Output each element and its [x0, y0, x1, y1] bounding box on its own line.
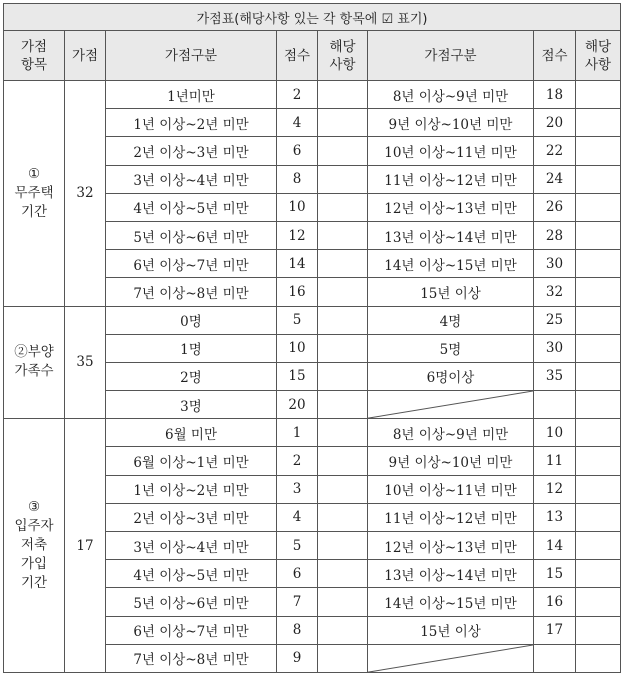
category-left: 4년 이상~5년 미만 — [106, 560, 277, 588]
category-left: 2년 이상~3년 미만 — [106, 503, 277, 531]
category-left: 6년 이상~7년 미만 — [106, 616, 277, 644]
category-left: 6월 미만 — [106, 419, 277, 447]
score-right: 35 — [534, 362, 576, 390]
section-label-line: ③ — [27, 499, 41, 516]
diagonal-line — [368, 391, 533, 418]
score-left: 8 — [277, 616, 318, 644]
section-label — [4, 419, 65, 673]
applicable-left-checkbox-cell[interactable] — [318, 137, 368, 165]
score-left: 10 — [277, 334, 318, 362]
applicable-right-checkbox-cell[interactable] — [576, 475, 621, 503]
applicable-left-checkbox-cell[interactable] — [318, 306, 368, 334]
section-label-line: 입주자 — [14, 518, 54, 535]
category-left: 7년 이상~8년 미만 — [106, 278, 277, 306]
applicable-right-checkbox-cell[interactable] — [576, 334, 621, 362]
applicable-left-checkbox-cell[interactable] — [318, 560, 368, 588]
score-left: 6 — [277, 560, 318, 588]
section-label-line: 기간 — [20, 575, 48, 592]
applicable-left-checkbox-cell[interactable] — [318, 250, 368, 278]
category-left: 2년 이상~3년 미만 — [106, 137, 277, 165]
header-points: 가점 — [65, 31, 106, 81]
score-left: 7 — [277, 588, 318, 616]
applicable-left-checkbox-cell[interactable] — [318, 362, 368, 390]
category-left: 0명 — [106, 306, 277, 334]
category-left: 1명 — [106, 334, 277, 362]
category-left: 3년 이상~4년 미만 — [106, 532, 277, 560]
applicable-left-checkbox-cell[interactable] — [318, 334, 368, 362]
category-right: 5명 — [368, 334, 534, 362]
diagonal-line — [368, 645, 533, 672]
score-right: 18 — [534, 81, 576, 109]
category-right: 14년 이상~15년 미만 — [368, 250, 534, 278]
score-left: 4 — [277, 109, 318, 137]
score-left: 5 — [277, 532, 318, 560]
category-right: 11년 이상~12년 미만 — [368, 165, 534, 193]
applicable-left-checkbox-cell[interactable] — [318, 588, 368, 616]
applicable-right-checkbox-cell[interactable] — [576, 278, 621, 306]
score-table-sheet — [3, 3, 620, 675]
score-right: 25 — [534, 306, 576, 334]
section-points: 35 — [65, 306, 106, 419]
score-right: 16 — [534, 588, 576, 616]
applicable-right-checkbox-cell[interactable] — [576, 616, 621, 644]
applicable-right-checkbox-cell[interactable] — [576, 391, 621, 419]
applicable-right-checkbox-cell[interactable] — [576, 447, 621, 475]
category-right: 8년 이상~9년 미만 — [368, 419, 534, 447]
score-right: 20 — [534, 109, 576, 137]
score-left: 14 — [277, 250, 318, 278]
applicable-left-checkbox-cell[interactable] — [318, 447, 368, 475]
header-applicable-left: 해당 사항 — [318, 31, 368, 81]
category-right: 11년 이상~12년 미만 — [368, 503, 534, 531]
applicable-left-checkbox-cell[interactable] — [318, 221, 368, 249]
category-right: 15년 이상 — [368, 278, 534, 306]
score-left: 9 — [277, 644, 318, 672]
applicable-left-checkbox-cell[interactable] — [318, 165, 368, 193]
score-right: 30 — [534, 250, 576, 278]
score-right: 14 — [534, 532, 576, 560]
score-left: 16 — [277, 278, 318, 306]
applicable-right-checkbox-cell[interactable] — [576, 165, 621, 193]
applicable-right-checkbox-cell[interactable] — [576, 588, 621, 616]
empty-diagonal-cell — [368, 391, 534, 419]
applicable-left-checkbox-cell[interactable] — [318, 503, 368, 531]
category-left: 2명 — [106, 362, 277, 390]
applicable-right-checkbox-cell[interactable] — [576, 193, 621, 221]
section-label-line: 가입 — [20, 556, 48, 573]
header-score-left: 점수 — [277, 31, 318, 81]
applicable-right-checkbox-cell[interactable] — [576, 362, 621, 390]
section-label-line: ②부양 — [14, 344, 54, 361]
applicable-right-checkbox-cell[interactable] — [576, 109, 621, 137]
applicable-left-checkbox-cell[interactable] — [318, 109, 368, 137]
category-left: 3년 이상~4년 미만 — [106, 165, 277, 193]
applicable-left-checkbox-cell[interactable] — [318, 193, 368, 221]
section-label-line: ① — [27, 165, 41, 182]
category-right: 15년 이상 — [368, 616, 534, 644]
category-left: 6월 이상~1년 미만 — [106, 447, 277, 475]
score-left: 6 — [277, 137, 318, 165]
category-right: 8년 이상~9년 미만 — [368, 81, 534, 109]
category-right: 9년 이상~10년 미만 — [368, 109, 534, 137]
score-right: 13 — [534, 503, 576, 531]
score-left: 2 — [277, 81, 318, 109]
category-right: 4명 — [368, 306, 534, 334]
score-table — [3, 3, 621, 673]
category-right: 10년 이상~11년 미만 — [368, 475, 534, 503]
header-category-left: 가점구분 — [106, 31, 277, 81]
section-points: 32 — [65, 81, 106, 307]
section-label-line: 가족수 — [14, 363, 54, 380]
category-right: 13년 이상~14년 미만 — [368, 560, 534, 588]
score-right: 26 — [534, 193, 576, 221]
category-left: 5년 이상~6년 미만 — [106, 221, 277, 249]
category-right: 12년 이상~13년 미만 — [368, 193, 534, 221]
score-left: 10 — [277, 193, 318, 221]
category-left: 6년 이상~7년 미만 — [106, 250, 277, 278]
section-label — [4, 81, 65, 307]
category-left: 1년 이상~2년 미만 — [106, 109, 277, 137]
score-left: 12 — [277, 221, 318, 249]
applicable-right-checkbox-cell[interactable] — [576, 532, 621, 560]
section-label-line: 무주택 — [14, 184, 54, 201]
score-right — [534, 391, 576, 419]
applicable-right-checkbox-cell[interactable] — [576, 560, 621, 588]
header-score-right: 점수 — [534, 31, 576, 81]
table-body — [4, 81, 621, 673]
section-label-line: 기간 — [20, 203, 48, 220]
header-item: 가점 항목 — [4, 31, 65, 81]
applicable-left-checkbox-cell[interactable] — [318, 278, 368, 306]
applicable-left-checkbox-cell[interactable] — [318, 532, 368, 560]
score-left: 8 — [277, 165, 318, 193]
applicable-right-checkbox-cell[interactable] — [576, 419, 621, 447]
score-right: 32 — [534, 278, 576, 306]
category-left: 1년 이상~2년 미만 — [106, 475, 277, 503]
score-right: 12 — [534, 475, 576, 503]
applicable-left-checkbox-cell[interactable] — [318, 644, 368, 672]
table-title: 가점표(해당사항 있는 각 항목에 ☑ 표기) — [4, 4, 621, 31]
score-right: 17 — [534, 616, 576, 644]
score-left: 5 — [277, 306, 318, 334]
category-left: 7년 이상~8년 미만 — [106, 644, 277, 672]
score-right: 22 — [534, 137, 576, 165]
score-right: 28 — [534, 221, 576, 249]
applicable-right-checkbox-cell[interactable] — [576, 137, 621, 165]
applicable-right-checkbox-cell[interactable] — [576, 221, 621, 249]
score-right: 30 — [534, 334, 576, 362]
category-left: 5년 이상~6년 미만 — [106, 588, 277, 616]
empty-diagonal-cell — [368, 644, 534, 672]
header-category-right: 가점구분 — [368, 31, 534, 81]
section-points: 17 — [65, 419, 106, 673]
section-label-line: 저축 — [20, 537, 48, 554]
applicable-left-checkbox-cell[interactable] — [318, 419, 368, 447]
applicable-right-checkbox-cell[interactable] — [576, 81, 621, 109]
score-left: 15 — [277, 362, 318, 390]
category-right: 13년 이상~14년 미만 — [368, 221, 534, 249]
category-right: 9년 이상~10년 미만 — [368, 447, 534, 475]
table-row — [4, 306, 621, 334]
applicable-left-checkbox-cell[interactable] — [318, 475, 368, 503]
score-left: 1 — [277, 419, 318, 447]
table-row — [4, 81, 621, 109]
category-right: 10년 이상~11년 미만 — [368, 137, 534, 165]
category-left: 1년미만 — [106, 81, 277, 109]
score-left: 20 — [277, 391, 318, 419]
applicable-right-checkbox-cell[interactable] — [576, 306, 621, 334]
category-right: 6명이상 — [368, 362, 534, 390]
score-right: 11 — [534, 447, 576, 475]
score-left: 2 — [277, 447, 318, 475]
category-left: 3명 — [106, 391, 277, 419]
score-right: 10 — [534, 419, 576, 447]
header-applicable-right: 해당 사항 — [576, 31, 621, 81]
score-right: 15 — [534, 560, 576, 588]
applicable-right-checkbox-cell[interactable] — [576, 503, 621, 531]
score-right — [534, 644, 576, 672]
category-left: 4년 이상~5년 미만 — [106, 193, 277, 221]
score-right: 24 — [534, 165, 576, 193]
score-left: 3 — [277, 475, 318, 503]
applicable-right-checkbox-cell[interactable] — [576, 250, 621, 278]
category-right: 12년 이상~13년 미만 — [368, 532, 534, 560]
score-left: 4 — [277, 503, 318, 531]
applicable-left-checkbox-cell[interactable] — [318, 616, 368, 644]
applicable-right-checkbox-cell[interactable] — [576, 644, 621, 672]
section-label — [4, 306, 65, 419]
applicable-left-checkbox-cell[interactable] — [318, 81, 368, 109]
category-right: 14년 이상~15년 미만 — [368, 588, 534, 616]
table-row — [4, 419, 621, 447]
applicable-left-checkbox-cell[interactable] — [318, 391, 368, 419]
